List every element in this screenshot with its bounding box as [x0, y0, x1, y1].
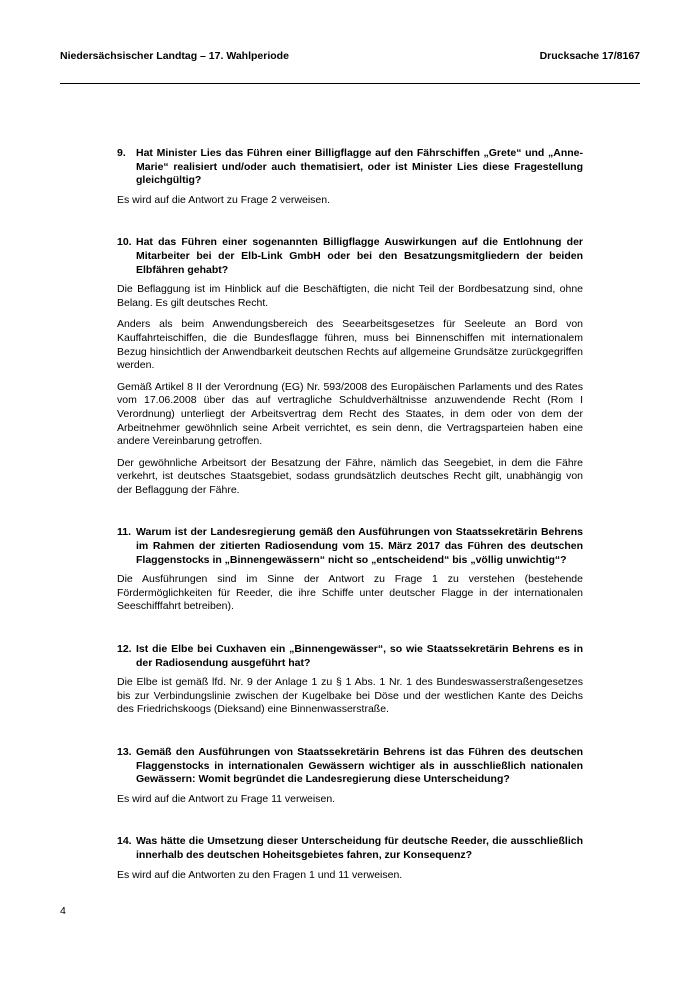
question [117, 147, 583, 188]
question [117, 236, 583, 277]
question-text: Warum ist der Landesregierung gemäß den Ausführungen von Staatssekretärin Behrens im Rahmen der zitierten Radiosendung vom 15. März 2017 das Führen des deutschen Flaggenstocks in „Binnengewässern“ nicht so „entscheidend“ bis „völlig unwichtig“? [136, 526, 583, 566]
question-block-14 [117, 835, 583, 882]
question [117, 835, 583, 862]
question-number: 14. [117, 835, 132, 848]
question-text: Hat Minister Lies das Führen einer Billigflagge auf den Fährschiffen „Grete“ und „Anne-Marie“ realisiert und/oder auch thematisiert, oder ist Minister Lies diese Fragestellung gleichgültig? [136, 147, 583, 187]
question-number: 9. [117, 147, 126, 159]
question-number: 11. [117, 526, 132, 539]
question-block-12 [117, 643, 583, 717]
question-block-9 [117, 147, 583, 207]
header-title: Niedersächsischer Landtag – 17. Wahlperiode [60, 50, 289, 62]
header-divider [60, 83, 640, 84]
question-number: 10. [117, 236, 132, 249]
page-header [60, 50, 640, 62]
answer-paragraph: Es wird auf die Antwort zu Frage 2 verweisen. [117, 193, 331, 206]
document-body [117, 147, 583, 911]
document-number: Drucksache 17/8167 [539, 50, 640, 62]
question-block-13 [117, 746, 583, 806]
page-number: 4 [60, 905, 66, 917]
question-text: Gemäß den Ausführungen von Staatssekretärin Behrens ist das Führen des deutschen Flaggenstocks in internationalen Gewässern wichtiger als in ausschließlich nationalen Gewässern: Womit begründet die Landesregierung diese Unterscheidung? [136, 746, 583, 786]
question [117, 746, 583, 787]
question-text: Ist die Elbe bei Cuxhaven ein „Binnengewässer“, so wie Staatssekretärin Behrens es in der Radiosendung ausgeführt hat? [136, 643, 583, 669]
answer-paragraph: Die Elbe ist gemäß lfd. Nr. 9 der Anlage 1 zu § 1 Abs. 1 Nr. 1 des Bundeswasserstraßengesetzes bis zur Verbindungslinie zwischen der Kugelbake bei Döse und der westlichen Kante des Deichs des Friedrichskoogs (Dieksand) eine Binnenwasserstraße. [117, 676, 583, 716]
question-number: 13. [117, 746, 132, 758]
answer-paragraph: Die Beflaggung ist im Hinblick auf die Beschäftigten, die nicht Teil der Bordbesatzung sind, ohne Belang. Es gilt deutsches Recht. [117, 283, 583, 309]
question-number: 12. [117, 643, 132, 656]
question-text: Hat das Führen einer sogenannten Billigflagge Auswirkungen auf die Entlohnung der Mitarbeiter bei der Elb-Link GmbH oder bei den Besatzungsmitgliedern der beiden Elbfähren gehabt? [136, 236, 583, 276]
answer-paragraph: Es wird auf die Antwort zu Frage 11 verweisen. [117, 792, 336, 805]
question-text: Was hätte die Umsetzung dieser Unterscheidung für deutsche Reeder, die ausschließlich innerhalb des deutschen Hoheitsgebietes fahren, zur Konsequenz? [136, 835, 583, 861]
answer-paragraph: Es wird auf die Antworten zu den Fragen 1 und 11 verweisen. [117, 868, 403, 881]
answer-paragraph: Die Ausführungen sind im Sinne der Antwort zu Frage 1 zu verstehen (bestehende Fördermöglichkeiten für Reeder, die ihre Schiffe unter deutscher Flagge in der internationalen Seeschifffahrt betreiben). [117, 573, 583, 613]
answer-paragraph: Anders als beim Anwendungsbereich des Seearbeitsgesetzes für Seeleute an Bord von Kauffahrteischiffen, die die Bundesflagge führen, muss bei Binnenschiffen mit internationalem Bezug hinsichtlich der Anwendbarkeit deutschen Rechts auf allgemeine Grundsätze zurückgegriffen werden. [117, 318, 583, 372]
answer-paragraph: Gemäß Artikel 8 II der Verordnung (EG) Nr. 593/2008 des Europäischen Parlaments und des Rates vom 17.06.2008 über das auf vertragliche Schuldverhältnisse anzuwendende Recht (Rom I Verordnung) unterliegt der Arbeitsvertrag dem Recht des Staates, in dem oder von dem der Arbeitnehmer gewöhnlich seine Arbeit verrichtet, es sein denn, die Vertragsparteien haben eine andere Vereinbarung getroffen. [117, 380, 583, 448]
question-block-10 [117, 236, 583, 497]
question [117, 643, 583, 670]
question-block-11 [117, 526, 583, 614]
answer-paragraph: Der gewöhnliche Arbeitsort der Besatzung der Fähre, nämlich das Seegebiet, in dem die Fähre verkehrt, ist deutsches Staatsgebiet, sodass grundsätzlich deutsches Recht gilt, unabhängig von der Beflaggung der Fähre. [117, 456, 583, 496]
question [117, 526, 583, 567]
